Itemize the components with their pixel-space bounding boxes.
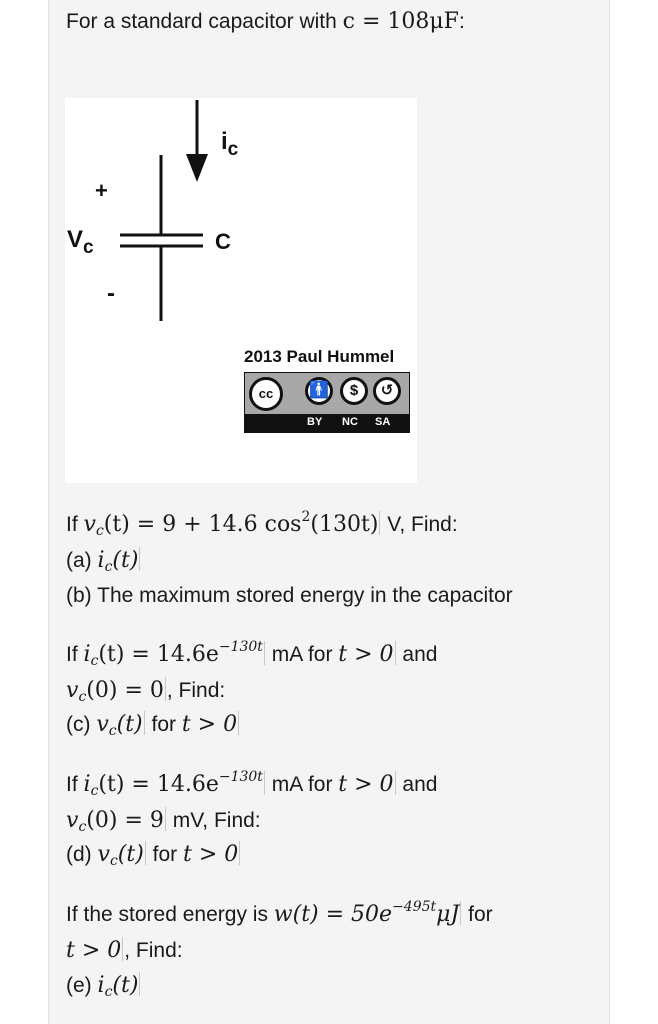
question-d: (d) $v_c(t)$ for t > 0: [66, 842, 239, 869]
voltage-label: $V_c$: [67, 226, 94, 258]
problem1-statement: If $v_c(t) = 9 + 14.6$ $\cos^2(130t)$ V, Find:: [66, 509, 458, 539]
intro-colon: :: [458, 10, 465, 33]
sharealike-icon: ↺: [373, 377, 401, 405]
intro-text: For a standard capacitor with: [66, 10, 337, 33]
current-arrow-head: [186, 154, 208, 182]
copyright-text: 2013 Paul Hummel: [244, 347, 395, 366]
problem2-initial-condition: $v_c(0) = 0$ , Find:: [66, 678, 226, 705]
plus-sign: +: [95, 178, 108, 203]
question-c: (c) $v_c(t)$ for t > 0: [66, 712, 238, 739]
problem3-statement: If $i_c(t) = 14.6e^{-130t}$ mA for t > 0 and: [66, 769, 438, 799]
intro-line: [66, 8, 465, 36]
cc-sa-label: SA: [375, 416, 391, 428]
cc-license-badge: [244, 372, 410, 433]
problem4-statement: If the stored energy is $w(t) = 50e^{-495t}\mu J$ for: [66, 899, 493, 927]
problem2-statement: If $i_c(t) = 14.6e^{-130t}$ mA for t > 0 and: [66, 639, 438, 669]
capacitance-equation: c = 108μF: [342, 9, 459, 34]
cc-nc-label: NC: [342, 416, 358, 428]
question-b: (b) The maximum stored energy in the capacitor: [66, 584, 513, 607]
problem4-condition: t > 0 , Find:: [66, 938, 183, 963]
attribution-icon: 🚹: [305, 377, 333, 405]
current-label: $i_c$: [221, 128, 239, 160]
cc-by-label: BY: [307, 416, 323, 428]
cc-icon: cc: [249, 377, 283, 411]
question-a: (a) $i_c(t)$: [66, 548, 139, 575]
problem3-initial-condition: $v_c(0) = 9$ mV, Find:: [66, 808, 261, 835]
capacitor-label: C: [215, 229, 231, 254]
noncommercial-icon: $: [340, 377, 368, 405]
question-e: (e) $i_c(t)$: [66, 973, 139, 1000]
minus-sign: -: [107, 280, 115, 307]
cc-badge-labels: [245, 414, 409, 432]
